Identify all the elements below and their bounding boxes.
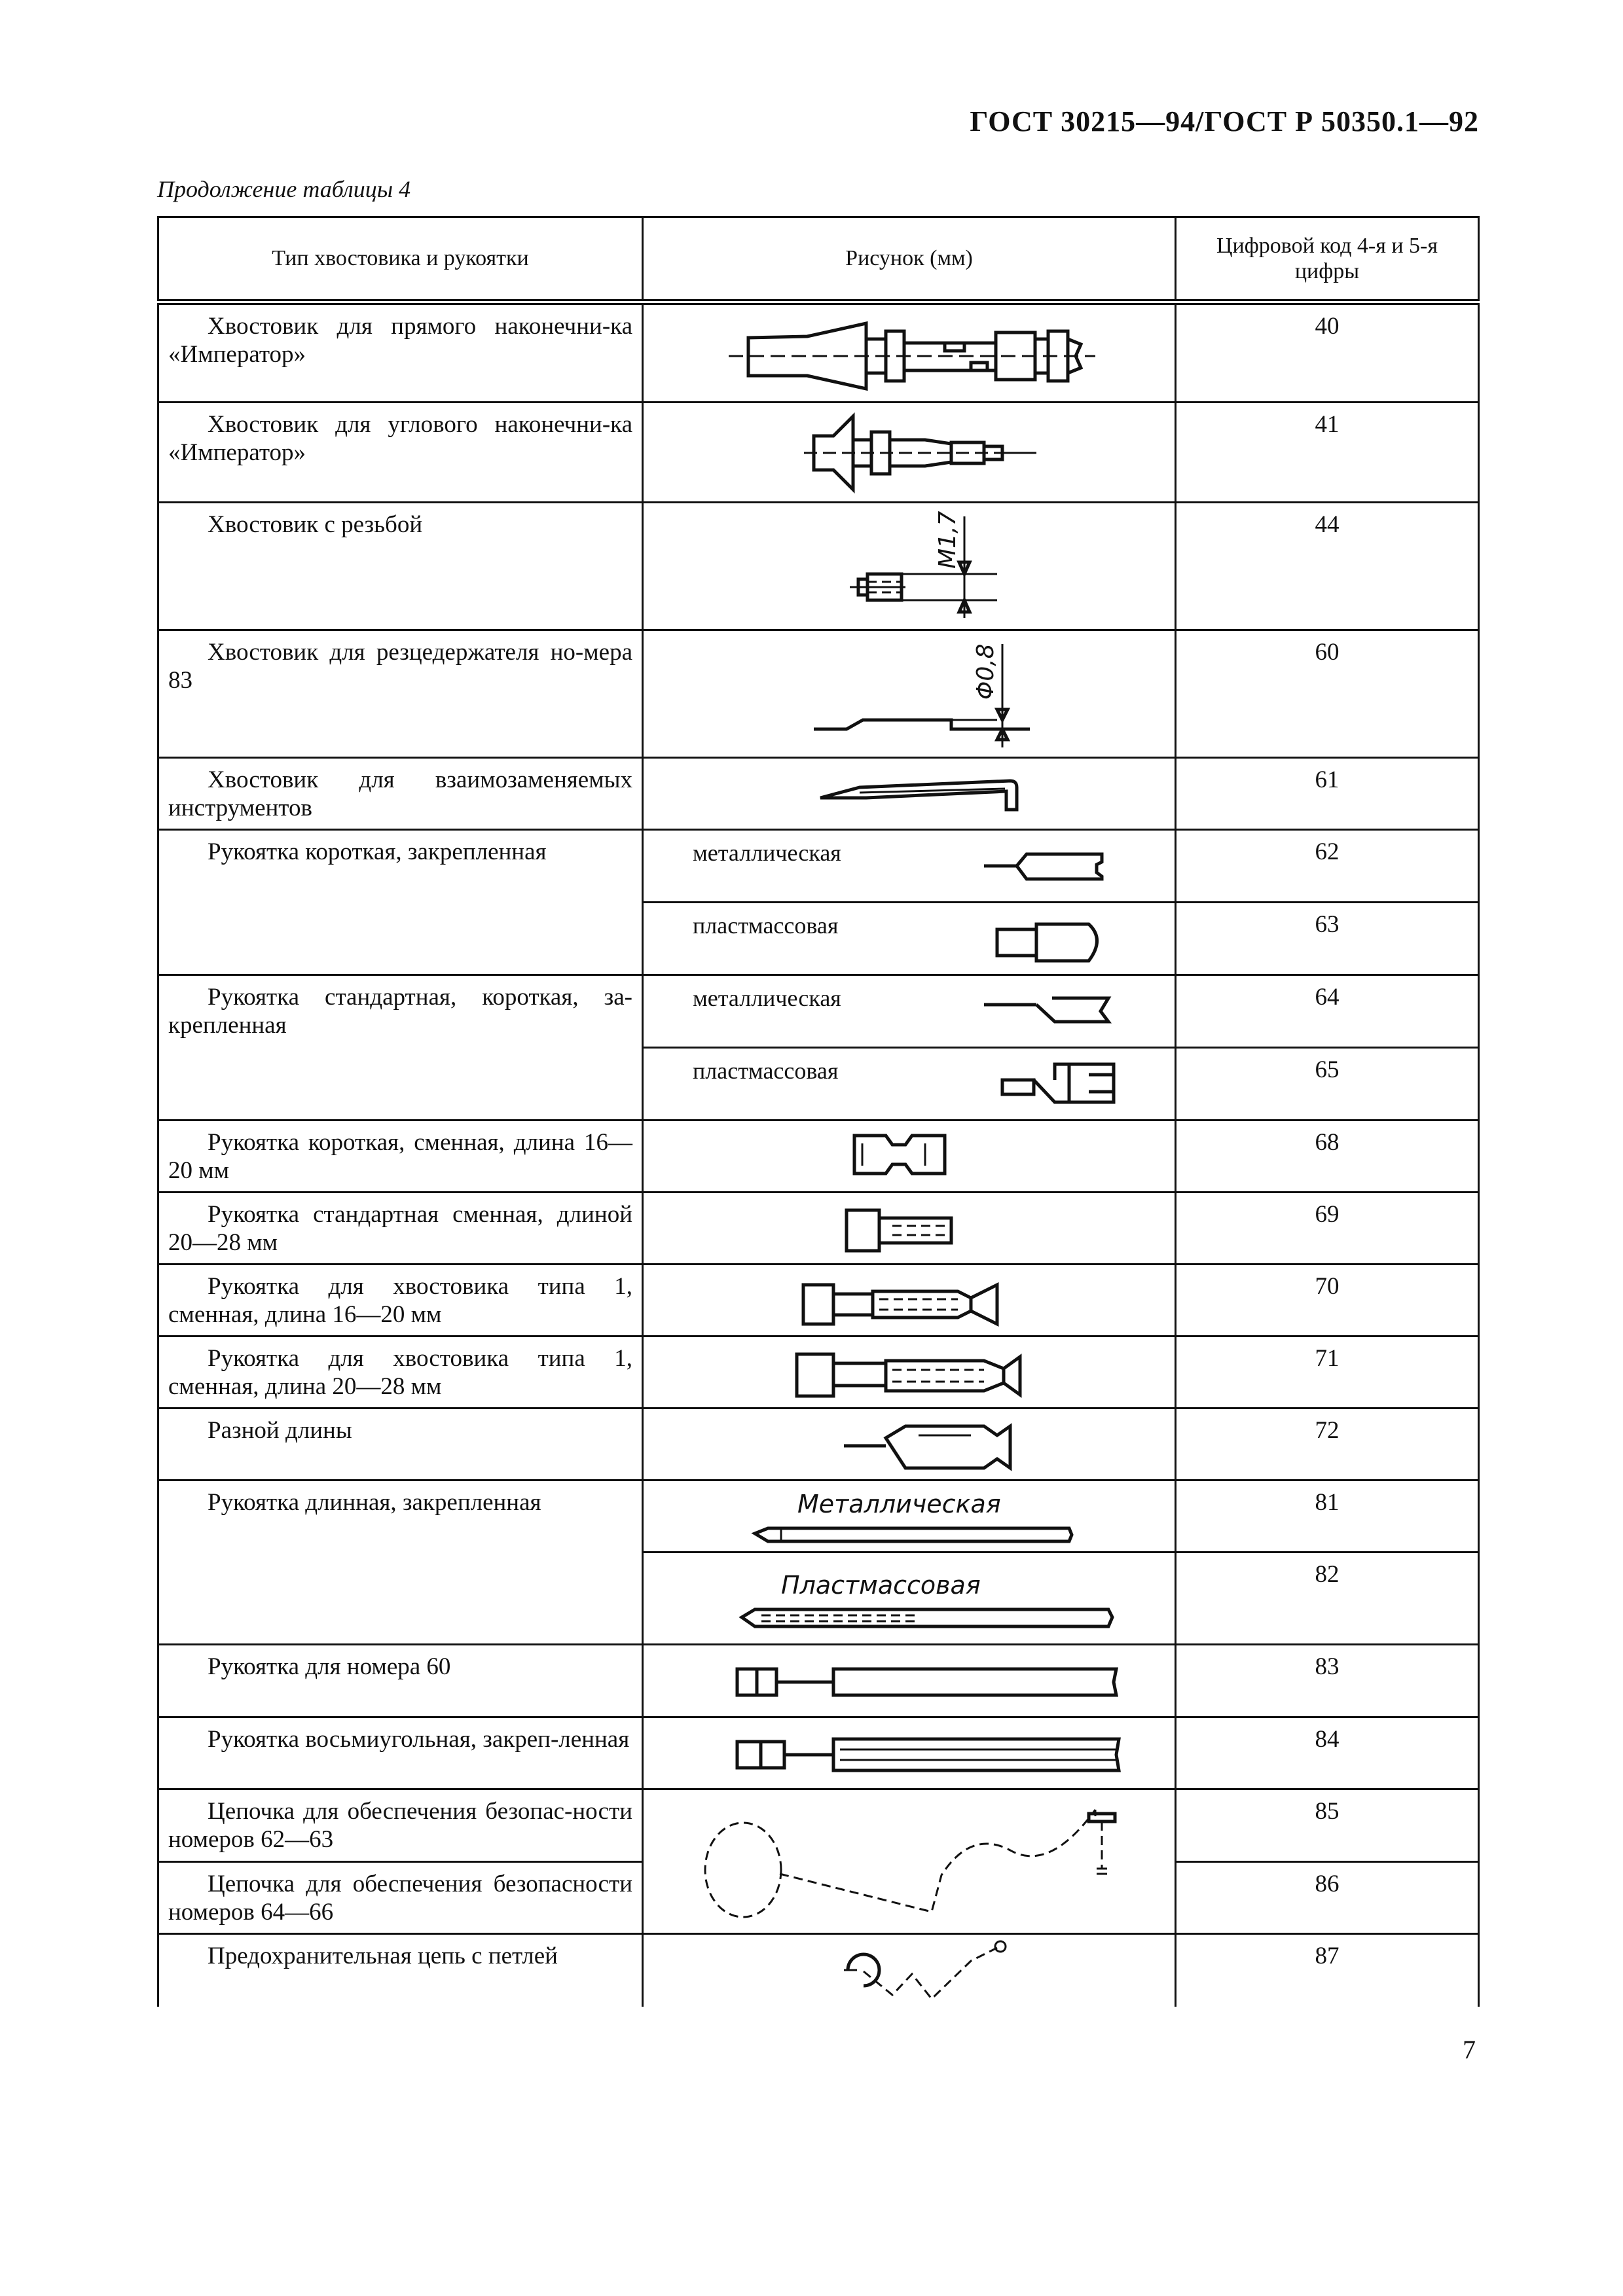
- row-picture: [643, 1552, 1176, 1645]
- row-code: 85: [1176, 1789, 1479, 1862]
- row-picture: [643, 758, 1176, 830]
- row-code: 44: [1176, 503, 1479, 630]
- row-code: 65: [1176, 1048, 1479, 1121]
- table-row: [158, 1121, 1479, 1193]
- row-type: Хвостовик для взаимозаменяемых инструментов: [158, 758, 643, 830]
- material-label: металлическая: [693, 840, 841, 866]
- row-picture: [643, 1193, 1176, 1265]
- table-row: [158, 1934, 1479, 2007]
- row-picture: [643, 830, 1176, 903]
- row-picture: [643, 975, 1176, 1048]
- row-code: 87: [1176, 1934, 1479, 2007]
- material-label: пластмассовая: [693, 912, 839, 939]
- table-row: [158, 1408, 1479, 1480]
- column-header-type: Тип хвостовика и рукоятки: [158, 217, 643, 302]
- table-row: [158, 1336, 1479, 1408]
- row-code: 70: [1176, 1265, 1479, 1336]
- variable-length-handle-icon: [644, 1409, 1176, 1481]
- standard-metal-handle-icon: [644, 976, 1176, 1049]
- standard-designation: ГОСТ 30215—94/ГОСТ Р 50350.1—92: [970, 105, 1479, 137]
- row-picture: [643, 1048, 1176, 1121]
- table-caption: Продолжение таблицы 4: [157, 176, 411, 202]
- table-row: [158, 1717, 1479, 1789]
- table-row: [158, 302, 1479, 403]
- table-row: [158, 1789, 1479, 1862]
- row-type: Рукоятка восьмиугольная, закреп-ленная: [158, 1717, 643, 1789]
- row-type: Хвостовик для резцедержателя но-мера 83: [158, 630, 643, 758]
- long-plastic-handle-icon: [644, 1553, 1176, 1645]
- row-type: Хвостовик для углового наконечни-ка «Император»: [158, 403, 643, 503]
- row-code: 41: [1176, 403, 1479, 503]
- row-picture: [643, 903, 1176, 975]
- row-type: Рукоятка для номера 60: [158, 1645, 643, 1717]
- row-code: 63: [1176, 903, 1479, 975]
- table-header-row: [158, 217, 1479, 302]
- column-header-code: Цифровой код 4-я и 5-я цифры: [1176, 217, 1479, 302]
- type1-handle-short-icon: [644, 1265, 1176, 1337]
- row-code: 84: [1176, 1717, 1479, 1789]
- row-picture: [643, 1121, 1176, 1193]
- row-code: 72: [1176, 1408, 1479, 1480]
- angled-tip-shank-icon: [644, 403, 1176, 503]
- material-label: металлическая: [693, 985, 841, 1011]
- safety-chain-icon: [644, 1790, 1176, 1935]
- page-number: 7: [1463, 2035, 1476, 2064]
- octagonal-handle-icon: [644, 1718, 1176, 1790]
- row-type: Хвостовик с резьбой: [158, 503, 643, 630]
- shank-handle-table: [157, 216, 1480, 2007]
- table-row: [158, 630, 1479, 758]
- row-type: Рукоятка стандартная сменная, длиной 20—28 мм: [158, 1193, 643, 1265]
- row-code: 69: [1176, 1193, 1479, 1265]
- row-code: 68: [1176, 1121, 1479, 1193]
- row-picture: [643, 403, 1176, 503]
- row-type: Хвостовик для прямого наконечни-ка «Император»: [158, 302, 643, 403]
- row-type: Рукоятка для хвостовика типа 1, сменная, длина 20—28 мм: [158, 1336, 643, 1408]
- row-picture: [643, 1408, 1176, 1480]
- row-code: 61: [1176, 758, 1479, 830]
- diameter-dimension-label: Φ0,8: [972, 643, 999, 700]
- handwritten-material-label: Металлическая: [797, 1490, 1001, 1518]
- row-type: Разной длины: [158, 1408, 643, 1480]
- table-row: [158, 758, 1479, 830]
- table-row: [158, 1480, 1479, 1552]
- table-row: [158, 1193, 1479, 1265]
- row-code: 40: [1176, 302, 1479, 403]
- row-code: 64: [1176, 975, 1479, 1048]
- threaded-shank-icon: [644, 503, 1176, 631]
- handle-no60-icon: [644, 1645, 1176, 1718]
- row-code: 62: [1176, 830, 1479, 903]
- long-metal-handle-icon: [644, 1481, 1176, 1553]
- standard-replaceable-handle-icon: [644, 1193, 1176, 1265]
- row-picture: [643, 1717, 1176, 1789]
- row-picture: [643, 1336, 1176, 1408]
- table-row: [158, 1265, 1479, 1336]
- material-label: пластмассовая: [693, 1058, 839, 1084]
- row-type: Рукоятка короткая, закрепленная: [158, 830, 643, 975]
- row-picture: [643, 1480, 1176, 1552]
- table-row: [158, 403, 1479, 503]
- row-picture: [643, 503, 1176, 630]
- table-row: [158, 503, 1479, 630]
- safety-chain-loop-icon: [644, 1935, 1176, 2007]
- row-type: Рукоятка короткая, сменная, длина 16—20 мм: [158, 1121, 643, 1193]
- row-code: 82: [1176, 1552, 1479, 1645]
- row-code: 71: [1176, 1336, 1479, 1408]
- row-picture: [643, 630, 1176, 758]
- short-plastic-handle-icon: [644, 903, 1176, 976]
- short-metal-handle-icon: [644, 831, 1176, 903]
- straight-tip-shank-icon: [644, 305, 1176, 405]
- row-picture: [643, 1645, 1176, 1717]
- row-type: Цепочка для обеспечения безопасности номеров 64—66: [158, 1862, 643, 1934]
- short-replaceable-handle-icon: [644, 1121, 1176, 1193]
- row-code: 60: [1176, 630, 1479, 758]
- table-row: [158, 1645, 1479, 1717]
- row-type: Предохранительная цепь с петлей: [158, 1934, 643, 2007]
- row-code: 86: [1176, 1862, 1479, 1934]
- type1-handle-long-icon: [644, 1337, 1176, 1409]
- row-type: Рукоятка стандартная, короткая, за-крепленная: [158, 975, 643, 1121]
- handwritten-material-label: Пластмассовая: [781, 1571, 981, 1600]
- row-type: Рукоятка для хвостовика типа 1, сменная, длина 16—20 мм: [158, 1265, 643, 1336]
- standard-plastic-handle-icon: [644, 1049, 1176, 1121]
- row-type: Цепочка для обеспечения безопас-ности номеров 62—63: [158, 1789, 643, 1862]
- table-row: [158, 975, 1479, 1048]
- row-code: 81: [1176, 1480, 1479, 1552]
- thread-dimension-label: M1,7: [934, 511, 961, 569]
- table-row: [158, 830, 1479, 903]
- row-picture: [643, 1934, 1176, 2007]
- row-type: Рукоятка длинная, закрепленная: [158, 1480, 643, 1645]
- row-picture: [643, 1789, 1176, 1934]
- row-picture: [643, 302, 1176, 403]
- interchangeable-shank-icon: [644, 759, 1176, 831]
- column-header-picture: Рисунок (мм): [643, 217, 1176, 302]
- row-code: 83: [1176, 1645, 1479, 1717]
- toolholder-shank-icon: [644, 631, 1176, 759]
- row-picture: [643, 1265, 1176, 1336]
